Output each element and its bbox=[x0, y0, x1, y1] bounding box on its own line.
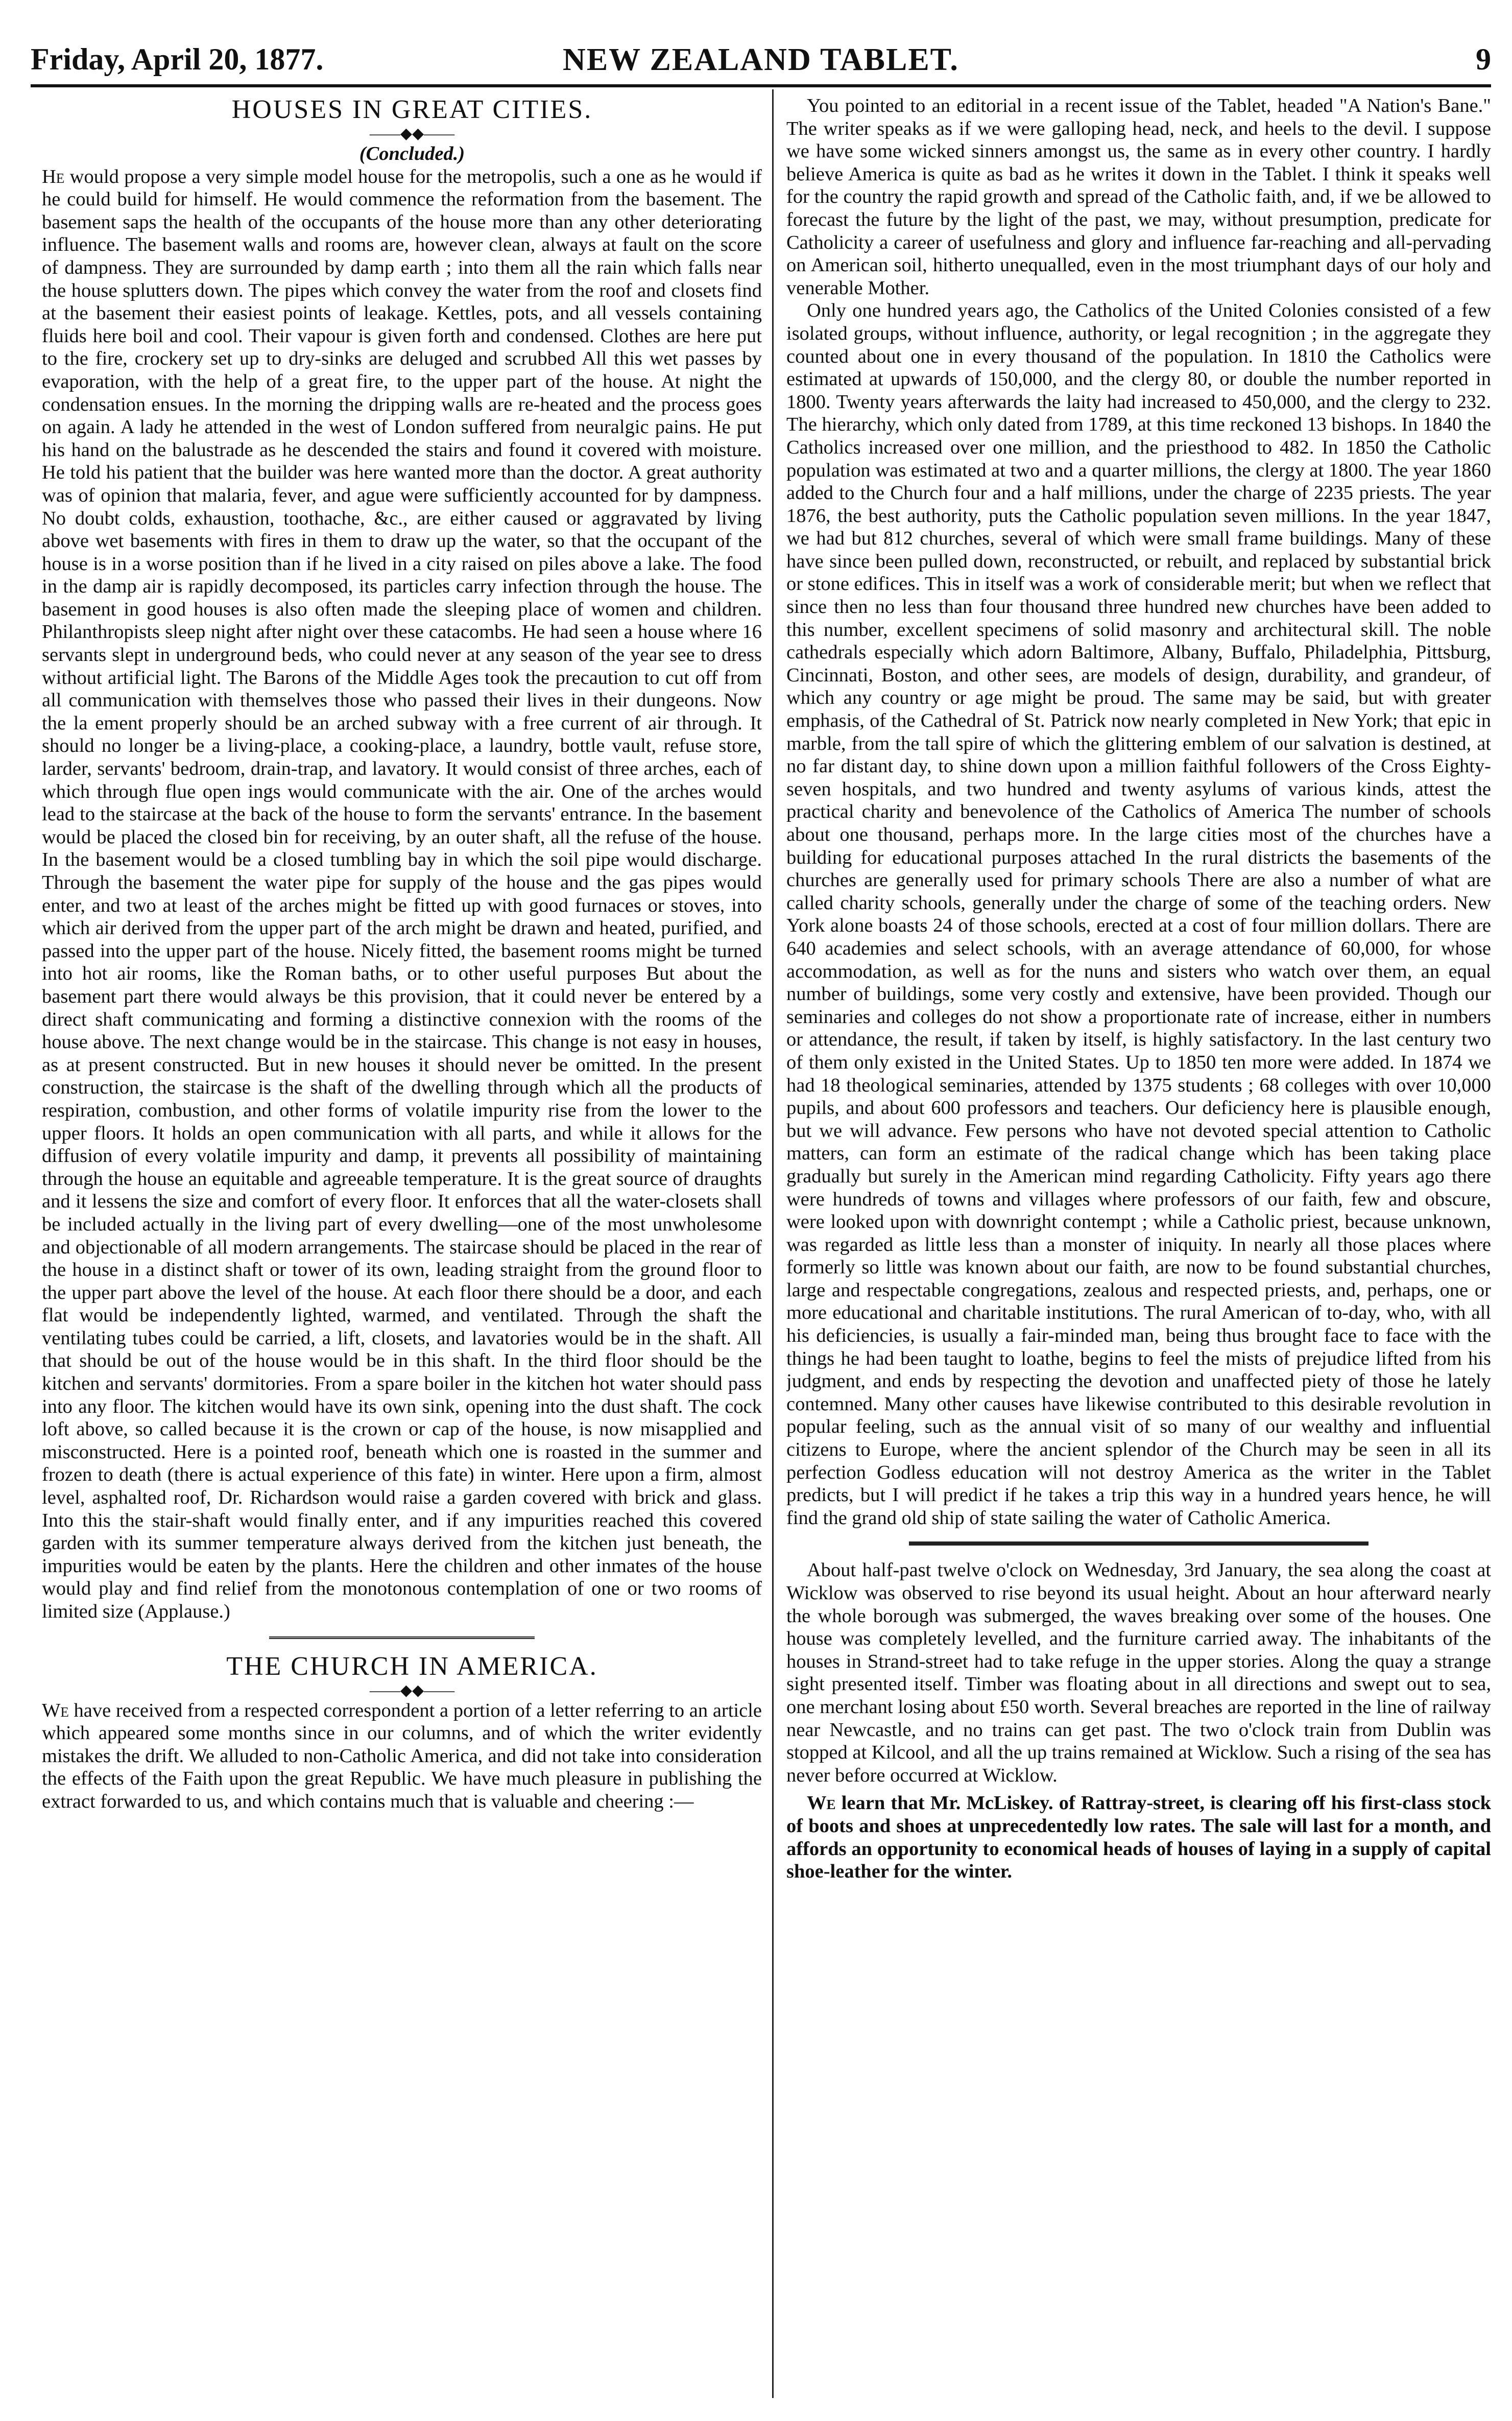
wicklow-news-item: About half-past twelve o'clock on Wednesday, 3rd January, the sea along the coast at Wicklow was observed to rise beyond its usual height. About an hour afterward nearly the whole borough was submerged, the waves breaking over some of the houses. One house was completely levelled, and the furniture carried away. The inhabitants of the houses in Strand-street had to take refuge in the upper stories. Along the quay a strange sight presented itself. Timber was floating about in all directions and swept out to sea, one merchant losing about £50 worth. Several breaches are reported in the line of railway near Newcastle, and no trains can get past. The two o'clock train from Dublin was stopped at Kilcool, and all the up trains remained at Wicklow. Such a rising of the sea has never before occurred at Wicklow. bbox=[786, 1559, 1491, 1786]
houses-lead-word: He bbox=[42, 165, 65, 187]
left-column bbox=[42, 94, 762, 2413]
issue-date: Friday, April 20, 1877. bbox=[31, 42, 324, 76]
section-rule bbox=[909, 1541, 1369, 1546]
header-rule bbox=[31, 84, 1491, 87]
title-ornament: ——◆◆—— bbox=[369, 1681, 455, 1699]
section-rule bbox=[269, 1636, 535, 1639]
newspaper-title: NEW ZEALAND TABLET. bbox=[563, 42, 959, 77]
advert-item bbox=[786, 1792, 1491, 1883]
church-intro-text: have received from a respected correspondent a portion of a letter referring to an article which appeared some months since in our columns, and of which the writer evidently mistakes the drift. We alluded to non-Catholic America, and did not take into consideration the effects of the Faith upon the great Republic. We have much pleasure in publishing the extract forwarded to us, and which contains much that is valuable and cheering :— bbox=[42, 1699, 762, 1812]
church-letter-para-2: Only one hundred years ago, the Catholics of the United Colonies consisted of a few isolated groups, without influence, authority, or legal recognition ; in the aggregate they counted about one in every thousand of the population. In 1810 the Catholics were estimated at upwards of 150,000, and the clergy 80, or double the number reported in 1800. Twenty years afterwards the laity had increased to 450,000, and the clergy to 232. The hierarchy, which only dated from 1789, at this time reckoned 13 bishops. In 1840 the Catholics increased over one million, and the priesthood to 482. In 1850 the Catholic population was estimated at two and a quarter millions, the clergy at 1800. The year 1860 added to the Church four and a half millions, under the charge of 2235 priests. The year 1876, the best authority, puts the Catholic population seven millions. In the year 1847, we had but 812 churches, several of which were small frame buildings. Many of these have since been pulled down, reconstructed, or rebuilt, and replaced by substantial brick or stone edifices. This in itself was a work of considerable merit; but when we reflect that since then no less than four thousand three hundred new churches have been added to this number, excellent specimens of solid masonry and architectural skill. The noble cathedrals especially which adorn Baltimore, Albany, Buffalo, Philadelphia, Pittsburg, Cincinnati, Boston, and other sees, are models of design, durability, and grandeur, of which any country or age might be proud. The same may be said, but with greater emphasis, of the Cathedral of St. Patrick now nearly completed in New York; that epic in marble, from the tall spire of which the glittering emblem of our salvation is destined, at no far distant day, to shine down upon a million faithful followers of the Cross Eighty-seven hospitals, and two hundred and twenty asylums of various kinds, attest the practical charity and benevolence of the Catholics of America The number of schools about one thousand, perhaps more. In the large cities most of the churches have a building for educational purposes attached In the rural districts the basements of the churches are generally used for primary schools There are also a number of what are called charity schools, generally under the charge of some of the teaching orders. New York alone boasts 24 of those schools, erected at a cost of four million dollars. There are 640 academies and select schools, with an average attendance of 60,000, for whose accommodation, as well as for the nuns and sisters who watch over them, an equal number of buildings, some very costly and extensive, have been provided. Though our seminaries and colleges do not show a proportionate rate of increase, either in numbers or attendance, the result, if taken by itself, is highly satisfactory. In the last century two of them only existed in the United States. Up to 1850 ten more were added. In 1874 we had 18 theological seminaries, attended by 1375 students ; 68 colleges with over 10,000 pupils, and about 600 professors and teachers. Our deficiency here is plausible enough, but we will advance. Few persons who have not devoted special attention to Catholic matters, can form an estimate of the radical change which has been taking place gradually but surely in the American mind regarding Catholicity. Fifty years ago there were hundreds of towns and villages where professors of our faith, few and obscure, were looked upon with downright contempt ; while a Catholic priest, because unknown, was regarded as little less than a monster of iniquity. In nearly all those places where formerly so little was known about our faith, are now to be found substantial churches, large and respectable congregations, zealous and respected priests, and, perhaps, one or more educational and charitable institutions. The rural American of to-day, who, with all his deficiencies, is usually a fair-minded man, being thus brought face to face with the things he had been taught to loathe, begins to feel the mists of prejudice lifted from his judgment, and ends by respecting the devotion and unaffected piety of those he lately contemned. Many other causes have likewise contributed to this desirable revolution in popular feeling, such as the annual visit of so many of our wealthy and influential citizens to Europe, where the ancient splendor of the Church may be seen in all its perfection Godless education will not destroy America as the writer in the Tablet predicts, but I will predict if he takes a trip this way in a hundred years hence, he will find the grand old ship of state sailing the water of Catholic America. bbox=[786, 300, 1491, 1529]
houses-article-subtitle: (Concluded.) bbox=[359, 143, 465, 164]
church-article-intro bbox=[42, 1699, 762, 1813]
church-lead-word: We bbox=[42, 1699, 69, 1721]
title-ornament: ——◆◆—— bbox=[369, 125, 455, 142]
church-letter-para-1: You pointed to an editorial in a recent issue of the Tablet, headed "A Nation's Bane." The writer speaks as if we were galloping head, neck, and heels to the devil. I suppose we have some wicked sinners amongst us, the same as in every other country. I hardly believe America is quite as bad as he writes it down in the Tablet. I think it speaks well for the country the rapid growth and spread of the Catholic faith, and, if we be allowed to forecast the future by the light of the past, we may, without presumption, predicate for Catholicity a career of usefulness and glory and influence far-reaching and all-pervading on American soil, hitherto unequalled, even in the most triumphant days of our holy and venerable Mother. bbox=[786, 95, 1491, 299]
houses-body-text: would propose a very simple model house for the metropolis, such a one as he would if he could build for himself. He would commence the reformation from the basement. The basement saps the health of the occupants of the house more than any other deteriorating influence. The basement walls and rooms are, however clean, always at fault on the score of dampness. They are surrounded by damp earth ; into them all the rain which falls near the house splutters down. The pipes which convey the water from the roof and closets find at the basement their easiest points of leakage. Kettles, pots, and all vessels containing fluids here boil and cool. Their vapour is given forth and condensed. Clothes are here put to the fire, crockery set up to dry-sinks are deluged and scrubbed All this wet passes by evaporation, with the help of a great fire, to the upper part of the house. At night the condensation ensues. In the morning the dripping walls are re-heated and the process goes on again. A lady he attended in the west of London suffered from neuralgic pains. He put his hand on the balustrade as he descended the stairs and found it covered with moisture. He told his patient that the builder was here wanted more than the doctor. A great authority was of opinion that malaria, fever, and ague were sufficiently accounted for by dampness. No doubt colds, exhaustion, toothache, &c., are either caused or aggravated by living above wet basements with fires in them to draw up the water, so that the occupant of the house is in a worse position than if he lived in a city raised on piles above a lake. The food in the damp air is rapidly decomposed, its particles carry infection through the house. The basement in good houses is also often made the sleeping place of women and children. Philanthropists sleep night after night over these catacombs. He had seen a house where 16 servants slept in underground beds, who could never at any season of the year see to dress without artificial light. The Barons of the Middle Ages took the precaution to cut off from all communication with themselves those who passed their lives in their dungeons. Now the la ement properly should be an arched subway with a free current of air through. It should no longer be a living-place, a cooking-place, a laundry, bottle vault, refuse store, larder, servants' bedroom, drain-trap, and lavatory. It would consist of three arches, each of which through flue open ings would communicate with the air. One of the arches would lead to the staircase at the back of the house to form the servants' entrance. In the basement would be placed the closed bin for receiving, by an outer shaft, all the refuse of the house. In the basement would be a closed tumbling bay in which the soil pipe would discharge. Through the basement the water pipe for supply of the house and the gas pipes would enter, and two at least of the arches might be fitted up with good furnaces or stoves, into which air derived from the upper part of the arch might be drawn and heated, purified, and passed into the upper part of the house. Nicely fitted, the basement rooms might be turned into hot air rooms, like the Roman baths, or to other useful purposes But about the basement part there would always be this provision, that it could never be entered by a direct shaft communicating and forming a distinctive connexion with the rooms of the house above. The next change would be in the staircase. This change is not easy in houses, as at present constructed. But in new houses it should never be omitted. In the present construction, the staircase is the shaft of the dwelling through which all the products of respiration, combustion, and other forms of volatile impurity rise from the lower to the upper floors. It holds an open communication with all parts, and while it allows for the diffusion of every volatile impurity and damp, it prevents all possibility of maintaining through the house an equitable and agreeable temperature. It is the great source of draughts and it lessens the size and comfort of every floor. It enforces that all the water-closets shall be included actually in the living part of every dwelling—one of the most unwholesome and objectionable of all modern arrangements. The staircase should be placed in the rear of the house in a distinct shaft or tower of its own, leading straight from the ground floor to the upper part above the level of the house. At each floor there should be a door, and each flat would be independently lighted, warmed, and ventilated. Through the shaft the ventilating tubes could be carried, a lift, closets, and lavatories would be in the shaft. All that should be out of the house would be in this shaft. In the third floor should be the kitchen and servants' dormitories. From a spare boiler in the kitchen hot water should pass into any floor. The kitchen would have its own sink, opening into the dust shaft. The cock loft above, so called because it is the crown or cap of the house, is now misapplied and misconstructed. Here is a pointed roof, beneath which one is roasted in the summer and frozen to death (there is actual experience of this fate) in winter. Here upon a firm, almost level, asphalted roof, Dr. Richardson would raise a garden covered with brick and glass. Into this the stair-shaft would finally enter, and if any impurities reached this covered garden with its summer temperature always derived from the kitchen just beneath, the impurities would be eaten by the plants. Here the children and other inmates of the house would play and find relief from the monotonous contemplation of one or two rooms of limited size (Applause.) bbox=[42, 165, 762, 1622]
advert-lead-word: We bbox=[807, 1792, 836, 1814]
page-number: 9 bbox=[1476, 42, 1491, 76]
column-divider bbox=[772, 89, 774, 2398]
houses-article-title: HOUSES IN GREAT CITIES. bbox=[231, 95, 593, 124]
advert-text: learn that Mr. McLiskey. of Rattray-street, is clearing off his first-class stock of boots and shoes at unprecedentedly low rates. The sale will last for a month, and affords an opportunity to economical heads of houses of laying in a supply of capital shoe-leather for the winter. bbox=[786, 1792, 1491, 1883]
houses-article-body bbox=[42, 165, 762, 1623]
right-column bbox=[786, 94, 1491, 2413]
church-article-title: THE CHURCH IN AMERICA. bbox=[226, 1651, 598, 1681]
running-header bbox=[31, 42, 1491, 81]
